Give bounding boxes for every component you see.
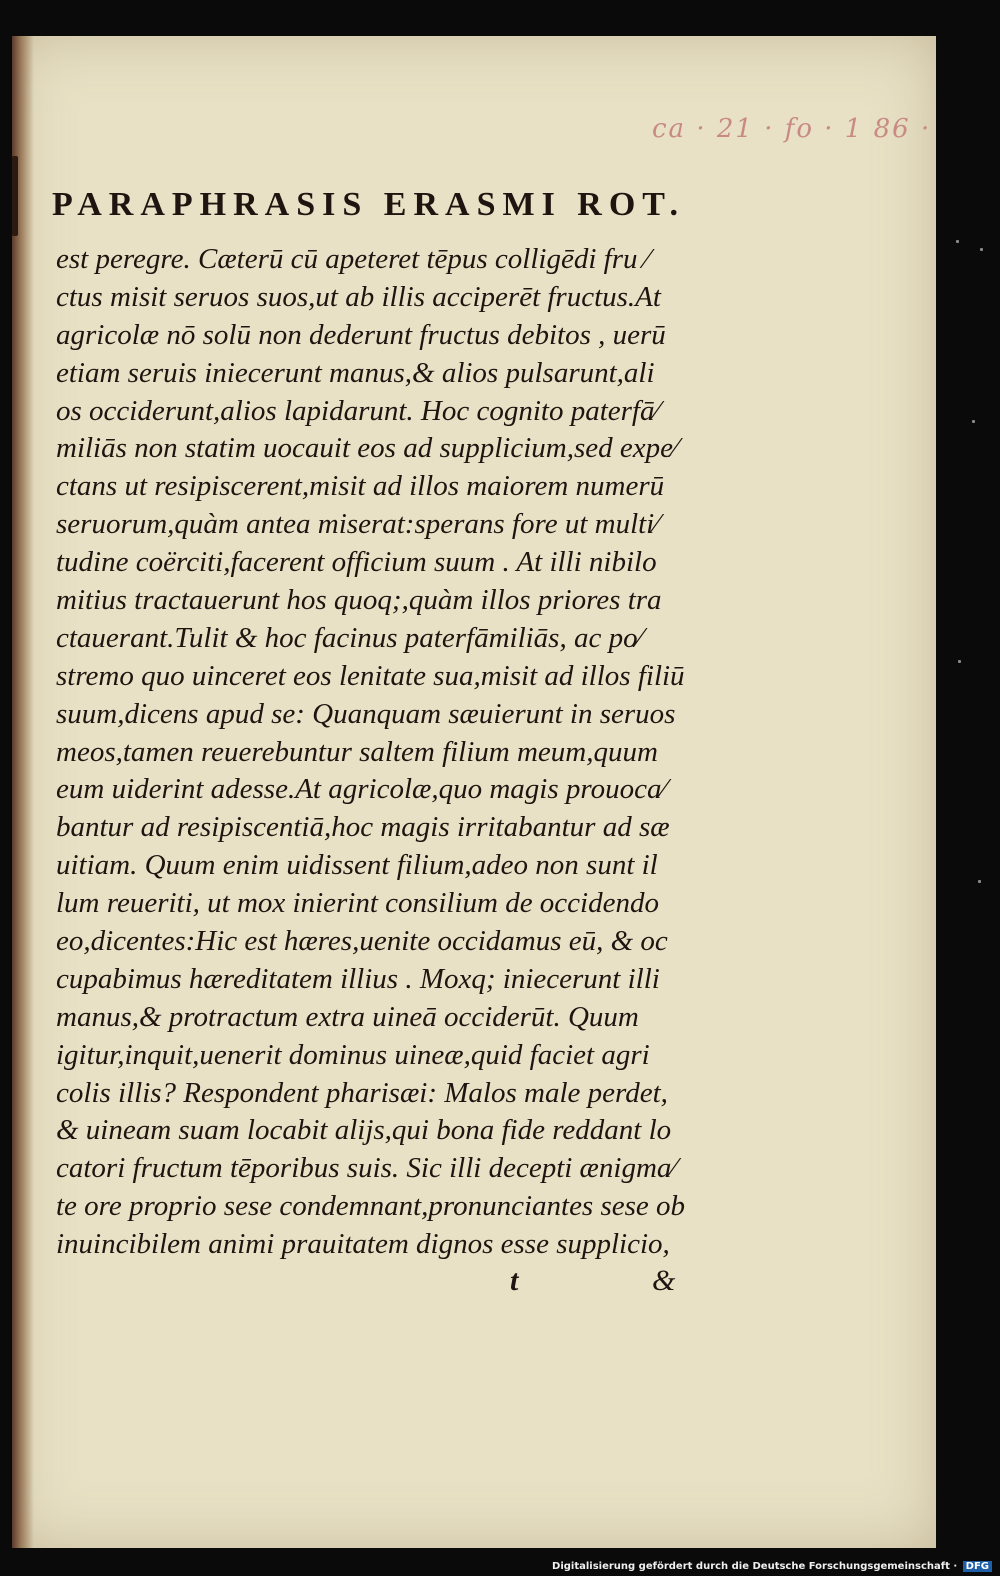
binding-edge (12, 156, 18, 236)
text-line: bantur ad resipiscentiā,hoc magis irritabantur ad sæ (56, 811, 670, 844)
body-text (56, 241, 696, 1264)
text-line: tudine coërciti,facerent officium suum . At illi nibilo (56, 546, 657, 579)
text-line: ctus misit seruos suos,ut ab illis acciperēt fructus.At (56, 280, 661, 313)
text-line: est peregre. Cæterū cū apeteret tēpus colligēdi fru ⁄ (56, 243, 650, 275)
text-line: suum,dicens apud se: Quanquam sæuierunt in seruos (56, 697, 676, 730)
signature-mark: t (510, 1264, 519, 1297)
digitization-credit (0, 1561, 992, 1572)
text-line: eum uiderint adesse.At agricolæ,quo magis prouoca⁄ (56, 773, 667, 806)
text-line: agricolæ nō solū non dederunt fructus debitos , uerū (56, 318, 666, 351)
text-line: inuincibilem animi prauitatem dignos esse supplicio, (56, 1228, 670, 1261)
text-line: uitiam. Quum enim uidissent filium,adeo non sunt il (56, 849, 658, 882)
text-line: os occiderunt,alios lapidarunt. Hoc cognito paterfā⁄ (56, 394, 660, 427)
text-line: cupabimus hæreditatem illius . Moxq; iniecerunt illi (56, 962, 660, 995)
text-line: & uineam suam locabit alijs,qui bona fide reddant lo (56, 1114, 672, 1147)
text-line: seruorum,quàm antea miserat:sperans fore ut multi⁄ (56, 508, 660, 541)
handwritten-annotation: ca · 21 · fo · 1 86 · (652, 114, 932, 144)
text-line: te ore proprio sese condemnant,pronunciantes sese ob (56, 1190, 686, 1223)
running-head: PARAPHRASIS ERASMI ROT. (52, 186, 685, 223)
dfg-logo: DFG (963, 1561, 992, 1572)
text-line: ctauerant.Tulit & hoc facinus paterfāmiliās, ac po⁄ (56, 621, 643, 654)
text-line: igitur,inquit,uenerit dominus uineæ,quid faciet agri (56, 1038, 650, 1071)
text-line: meos,tamen reuerebuntur saltem filium meum,quum (56, 735, 658, 768)
text-line: colis illis? Respondent pharisæi: Malos male perdet, (56, 1076, 668, 1109)
text-line: catori fructum tēporibus suis. Sic illi decepti ænigma⁄ (56, 1152, 677, 1185)
page-footer (52, 1264, 692, 1304)
credit-text: Digitalisierung gefördert durch die Deutsche Forschungsgemeinschaft · (552, 1561, 958, 1572)
text-line: manus,& protractum extra uineā occiderūt. Quum (56, 1000, 639, 1033)
text-line: mitius tractauerunt hos quoq;,quàm illos priores tra (56, 584, 662, 617)
text-line: etiam seruis iniecerunt manus,& alios pulsarunt,ali (56, 356, 655, 389)
book-page (12, 36, 936, 1548)
catchword: & (652, 1264, 676, 1297)
text-line: stremo quo uinceret eos lenitate sua,misit ad illos filiū (56, 659, 685, 692)
text-line: eo,dicentes:Hic est hæres,uenite occidamus eū, & oc (56, 925, 668, 958)
text-line: miliās non statim uocauit eos ad supplicium,sed expe⁄ (56, 432, 678, 465)
text-line: lum reueriti, ut mox inierint consilium de occidendo (56, 887, 659, 920)
scan-noise (952, 240, 992, 1040)
text-line: ctans ut resipiscerent,misit ad illos maiorem numerū (56, 470, 665, 503)
